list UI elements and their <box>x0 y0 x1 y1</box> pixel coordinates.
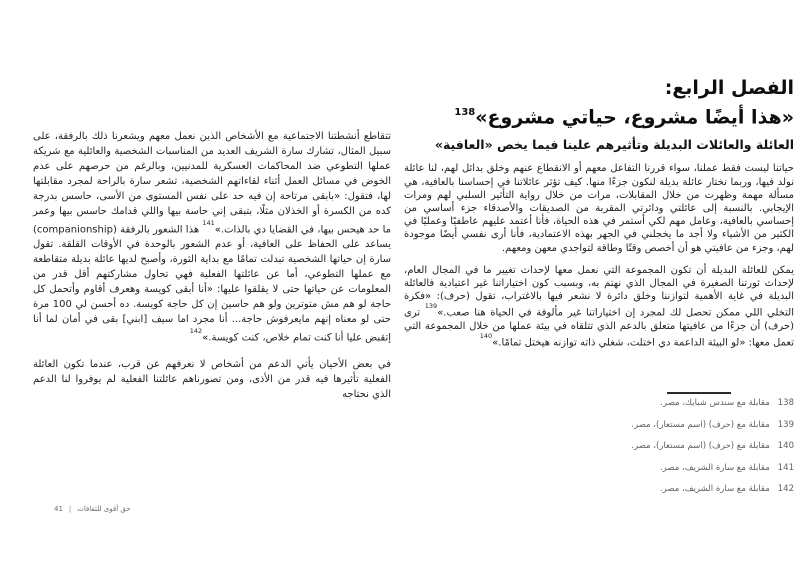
body-paragraph <box>33 129 391 346</box>
footnote-item <box>404 442 794 451</box>
footnote-text: مقابلة مع سندس شبايك، مصر. <box>660 398 770 408</box>
paragraph-text: ) يساعد على الحفاظ على العافية، أو عدم الشعور بالوحدة في الأوقات القلقة. تقول سارة إن حياتها الشخصية تبدلت تمامًا مع بداية الثورة، وأصبح لديها عائلة بديلة متقاطعة مع عملها التطوعي، أما عن عائلتها الفعلية فهي تحاول مشاركتهم أقل قدر من المعلومات عن حياتها حتى لا يقلقوا عليها: «أنا أبقى كويسة وهعرف أقاوم وأتحمل كل حاجة لو هم مش متوترين ولو هم حاسين إن كل حاجة كويسة. ده أحسن لي 100 مرة حتى لو معناه إنهم مايعرفوش حاجة... أنا مجرد اما سيف [ابني] بقى في أمان لما أنا إتقبض عليا أنا كنت تمام خلاص، كنت كويسة.» <box>33 224 391 344</box>
chapter-title-text: «هذا أيضًا مشروع، حياتي مشروع» <box>475 106 794 129</box>
paragraph-text: ترى (حرف) أن جزءًا من عافيتها متعلق بالدعم الذي تتلقاه في بيئة عملها من خلال المجموعة التي تعمل معها: «لو البيئة الداعمة دي اختلت، شغلي ذاته توازنه هيختل تمامًا.» <box>404 307 794 349</box>
footnote-number: 139 <box>777 419 794 430</box>
paragraph-text: يمكن للعائلة البديلة أن تكون المجموعة التي نعمل معها لإحداث تغيير ما في المجال العام، لإحداث ثورتنا الصغيرة في المجال الذي نهتم به، وبسبب كون اختياراتنا غير اعتيادية فالعائلة البديلة في غاية الأهمية لتوازننا وخلق دائرة لا نشعر فيها بالاغتراب، تقول (حرف): «فكرة التخلي اللي ممكن تحصل لك لمجرد إن اختياراتنا غير مألوفة في الحياة هنا صعب.» <box>404 264 794 319</box>
footnote-text: مقابلة مع سارة الشريف، مصر. <box>659 462 770 473</box>
body-paragraph: في بعض الأحيان يأتي الدعم من أشخاص لا نعرفهم عن قرب، عندما تكون العائلة الفعلية تأثيرها فيه قدر من الأذى، ومن تصورناهم عائلتنا الفعلية لم يوفروا لنا الدعم الذي نحتاجه <box>33 358 391 400</box>
chapter-subtitle: العائلة والعائلات البديلة وتأثيرهم علينا فيما يخص «العافية» <box>434 137 794 153</box>
footnote-item <box>404 399 794 408</box>
running-title: حق أقوى للثقافات <box>77 505 131 513</box>
latin-term: companionship <box>36 224 113 236</box>
chapter-title <box>404 101 794 130</box>
footnote-text: مقابلة مع (حرف) (اسم مستعار)، مصر. <box>631 419 770 430</box>
body-paragraph <box>404 264 794 350</box>
body-paragraph: حياتنا ليست فقط عملنا، سواء قررنا التفاعل معهم أو الانقطاع عنهم وخلق بدائل لهم، لنا عائلة نولد فيها، وربما نختار عائلة بديلة لنكون جزءًا منها. كيف تؤثر عائلاتنا في إحساسنا بالعافية، هي مسألة مهمة وظهرت من خلال المقابلات، مرات من خلال رواية التأثير السلبي لهم ومرات الإيجابي. بالنسبة إلى عائلتي ودائرتي المقربة من الصديقات والأصدقاء جزء أساسي من إحساسي بالعافية، وعامل مهم لكي أستمر في هذه الحياة، فأنا أعتمد عليهم عاطفيًا وعمليًا في الكثير من الأشياء ولا أجد ما يخجلني في الجهر بهذه الاعتمادية، فأنا أرى نفسي أيضًا موجودة لهم، وجزء من عافيتي هو أن أخصص وقتًا وطاقة لتواجدي معهن ومعهم. <box>404 163 794 254</box>
footnote-item <box>404 485 794 494</box>
footnotes-block <box>404 399 794 507</box>
footnote-ref: 141 <box>202 219 215 227</box>
footnote-separator-rule <box>667 392 731 394</box>
chapter-number-label: الفصل الرابع: <box>664 77 794 99</box>
left-page-text-column <box>33 129 391 402</box>
footnote-number: 140 <box>777 441 794 451</box>
running-footer <box>54 505 131 514</box>
footnote-item <box>404 464 794 473</box>
paragraph-text: تتقاطع أنشطتنا الاجتماعية مع الأشخاص الذين نعمل معهم ويشعرنا ذلك بالرفقة، على سبيل المثال، تشارك سارة الشريف العديد من المناسبات الشخصية والعائلية مع شريكة عملها التطوعي ضد المحاكمات العسكرية للمدنيين، وبالرغم من حرصهم على عدم الخوض في مسائل العمل أثناء لقاءاتهم الشخصية، تشعر سارة بالراحة لمجرد مقابلتها لها، فتقول: «بابقى مرتاحة إن فيه حد على نفس المستوى من الأسى، حاسس بدرجة كده من الكسرة أو الخذلان مثلًا، بتبقى إني حاسة بيها واللي قدامك حاسس بيها وعمر ما حد هيحس بيها، في القضايا دي بالذات.» <box>33 131 392 236</box>
page-number: 41 <box>54 505 63 513</box>
footnote-item <box>404 421 794 430</box>
footnote-text: مقابلة مع (حرف) (اسم مستعار)، مصر. <box>631 441 770 451</box>
paragraph-text: هذا الشعور بالرفقة ( <box>113 224 203 236</box>
footnote-ref: 139 <box>424 302 438 311</box>
footnote-number: 138 <box>777 398 794 408</box>
footnote-number: 142 <box>777 484 794 494</box>
footnote-ref: 142 <box>189 327 203 336</box>
footnote-ref: 140 <box>479 332 493 341</box>
right-page <box>400 0 800 566</box>
footnote-text: مقابلة مع سارة الشريف، مصر. <box>659 484 770 494</box>
right-page-text-column <box>404 76 794 350</box>
footer-separator: | <box>68 505 72 513</box>
footnote-number: 141 <box>777 462 794 473</box>
chapter-title-footnote-ref: 138 <box>454 107 476 118</box>
